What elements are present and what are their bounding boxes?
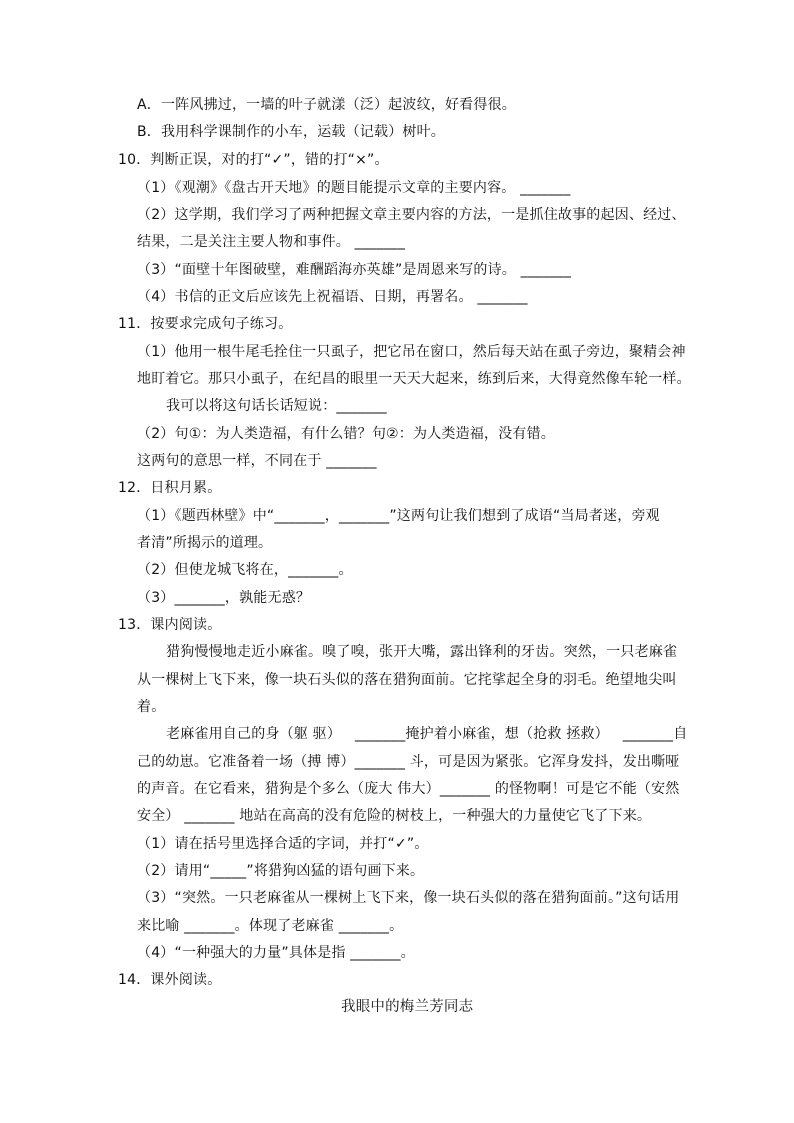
q12-item-1-cont: 者清”所揭示的道理。 — [137, 535, 273, 551]
q13-item-3: （3）“突然。一只老麻雀从一棵树上飞下来，像一块石头似的落在猎狗面前。”这句话用 — [137, 890, 680, 906]
q11-item-2: （2）句①：为人类造福，有什么错？句②：为人类造福，没有错。 — [137, 426, 556, 442]
q14-heading: 14．课外阅读。 — [118, 972, 222, 988]
q13-passage-p1-cont: 从一棵树上飞下来，像一块石头似的落在猎狗面前。它挓挲起全身的羽毛。绝望地尖叫 — [137, 672, 677, 688]
q11-item-1-answer: 我可以将这句话长话短说：_______ — [166, 398, 387, 414]
passage-title: 我眼中的梅兰芳同志 — [341, 999, 474, 1015]
q13-passage-p1: 猎狗慢慢地走近小麻雀。嗅了嗅，张开大嘴，露出锋利的牙齿。突然，一只老麻雀 — [166, 644, 678, 660]
q10-item-2: （2）这学期，我们学习了两种把握文章主要内容的方法，一是抓住故事的起因、经过、 — [137, 207, 686, 223]
q11-item-1: （1）他用一根牛尾毛拴住一只虱子，把它吊在窗口，然后每天站在虱子旁边，聚精会神 — [137, 344, 686, 360]
q9-option-a: A．一阵风拂过，一墙的叶子就漾（泛）起波纹，好看得很。 — [137, 97, 516, 113]
q11-heading: 11．按要求完成句子练习。 — [118, 316, 293, 332]
q13-passage-p2-cont3: 安全） _______ 地站在高高的没有危险的树枝上，一种强大的力量使它飞了下来。 — [137, 808, 652, 824]
q13-item-2: （2）请用“_____”将猎狗凶猛的语句画下来。 — [137, 863, 425, 879]
q11-item-1-cont: 地盯着它。那只小虱子，在纪昌的眼里一天天大起来，练到后来，大得竟然像车轮一样。 — [137, 371, 691, 387]
q12-item-2: （2）但使龙城飞将在，_______。 — [137, 562, 353, 578]
q12-item-1: （1）《题西林壁》中“_______，_______”这两句让我们想到了成语“当局者迷，旁观 — [137, 508, 660, 524]
q13-passage-p1-end: 着。 — [137, 699, 166, 715]
q13-item-3-cont: 来比喻 _______。体现了老麻雀 _______。 — [137, 918, 404, 934]
q13-passage-p2-cont1: 己的幼崽。它准备着一场（搏 博）_______ 斗，可是因为紧张。它浑身发抖，发出嘶哑 — [137, 754, 680, 770]
q12-heading: 12．日积月累。 — [118, 480, 222, 496]
q13-item-4: （4）“一种强大的力量”具体是指 _______。 — [137, 945, 415, 961]
q13-item-1: （1）请在括号里选择合适的字词，并打“✓”。 — [137, 836, 429, 852]
q12-item-3: （3）_______，孰能无惑？ — [137, 590, 311, 606]
q10-item-3: （3）“面壁十年图破壁，难酬蹈海亦英雄”是周恩来写的诗。 _______ — [137, 262, 572, 278]
q10-item-1: （1）《观潮》《盘古开天地》的题目能提示文章的主要内容。 _______ — [137, 180, 571, 196]
q10-heading: 10．判断正误，对的打“✓”，错的打“×”。 — [118, 152, 389, 168]
q13-passage-p2: 老麻雀用自己的身（躯 驱） _______掩护着小麻雀，想（抢救 拯救） _______自 — [166, 726, 688, 742]
q9-option-b: B．我用科学课制作的小车，运载（记载）树叶。 — [137, 124, 446, 140]
q13-passage-p2-cont2: 的声音。在它看来，猎狗是个多么（庞大 伟大）_______ 的怪物啊！可是它不能（安然 — [137, 781, 680, 797]
q10-item-2-cont: 结果，二是关注主要人物和事件。 _______ — [137, 234, 406, 250]
q10-item-4: （4）书信的正文后应该先上祝福语、日期，再署名。 _______ — [137, 289, 528, 305]
q13-heading: 13．课内阅读。 — [118, 617, 222, 633]
q11-item-2-answer: 这两句的意思一样，不同在于 _______ — [137, 453, 377, 469]
